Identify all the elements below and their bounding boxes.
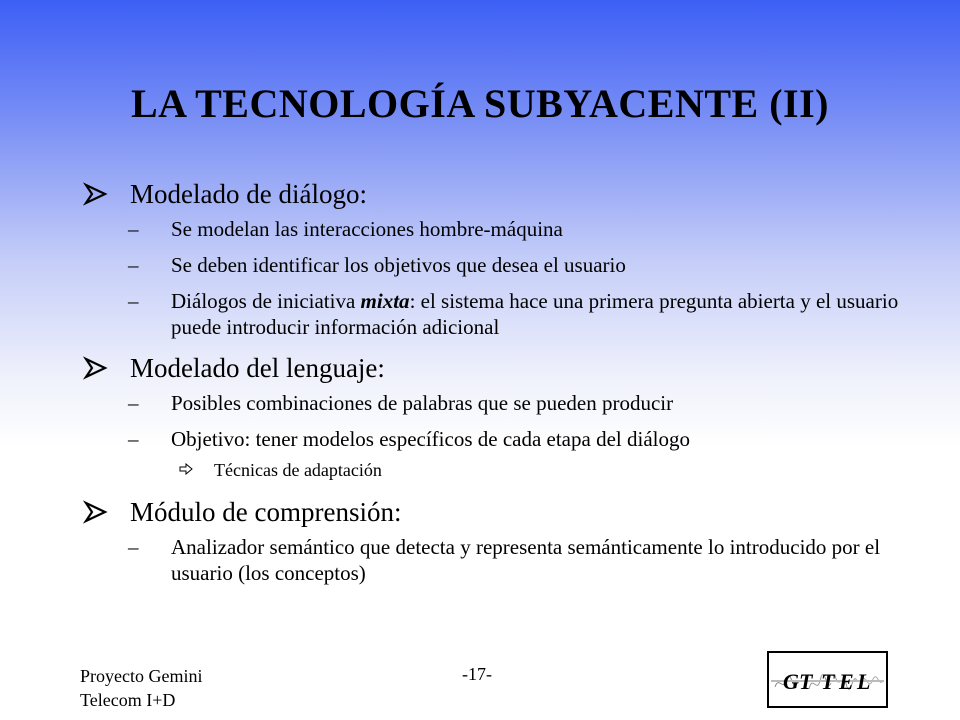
page-number: -17-	[462, 664, 492, 684]
sub-item	[83, 252, 903, 278]
gttel-logo-icon	[769, 653, 886, 706]
svg-text:G: G	[783, 669, 799, 694]
sub-item-text: Analizador semántico que detecta y representa semánticamente lo introducido por el usuario (los conceptos)	[171, 535, 881, 585]
footer-line-company: Telecom I+D	[80, 690, 176, 710]
sub-item	[83, 426, 903, 452]
gttel-logo	[767, 651, 888, 708]
sub-item-text-before: Diálogos de iniciativa	[171, 289, 361, 313]
slide-content	[83, 176, 903, 596]
hollow-arrow-icon	[179, 463, 193, 475]
footer-line-project: Proyecto Gemini	[80, 666, 203, 686]
section-comprehension-module	[83, 494, 903, 586]
section-language-modeling	[83, 350, 903, 482]
dash-marker: –	[128, 535, 139, 559]
bullet-heading	[83, 494, 903, 530]
section-heading: Módulo de comprensión:	[130, 497, 402, 527]
sub-sub-item-text: Técnicas de adaptación	[214, 460, 382, 480]
dash-marker: –	[128, 253, 139, 277]
sub-item-text: Objetivo: tener modelos específicos de cada etapa del diálogo	[171, 427, 690, 451]
section-heading: Modelado del lenguaje:	[130, 353, 385, 383]
svg-text:L: L	[857, 669, 871, 694]
section-heading: Modelado de diálogo:	[130, 179, 367, 209]
sub-item	[83, 288, 903, 340]
emphasis-word: mixta	[360, 289, 410, 313]
sub-item-text-after: : el sistema hace una primera pregunta abierta y el usuario puede introducir información adicional	[171, 289, 899, 339]
svg-text:T: T	[821, 669, 835, 694]
sub-item-text: Se deben identificar los objetivos que desea el usuario	[171, 253, 626, 277]
bullet-heading	[83, 176, 903, 212]
arrowhead-bullet-icon	[83, 350, 113, 386]
dash-marker: –	[128, 427, 139, 451]
svg-text:E: E	[839, 669, 854, 694]
dash-marker: –	[128, 217, 139, 241]
sub-item-text: Posibles combinaciones de palabras que se pueden producir	[171, 391, 674, 415]
svg-text:T: T	[799, 669, 813, 694]
slide-title: LA TECNOLOGÍA SUBYACENTE (II)	[130, 81, 830, 126]
sub-sub-item	[83, 458, 903, 482]
dash-marker: –	[128, 391, 139, 415]
sub-item-text: Se modelan las interacciones hombre-máquina	[171, 217, 563, 241]
arrowhead-bullet-icon	[83, 494, 113, 530]
bullet-heading	[83, 350, 903, 386]
arrowhead-bullet-icon	[83, 176, 113, 212]
sub-item	[83, 534, 903, 586]
section-dialog-modeling	[83, 176, 903, 340]
sub-item	[83, 390, 903, 416]
sub-item	[83, 216, 903, 242]
dash-marker: –	[128, 289, 139, 313]
footer-project	[80, 664, 202, 712]
